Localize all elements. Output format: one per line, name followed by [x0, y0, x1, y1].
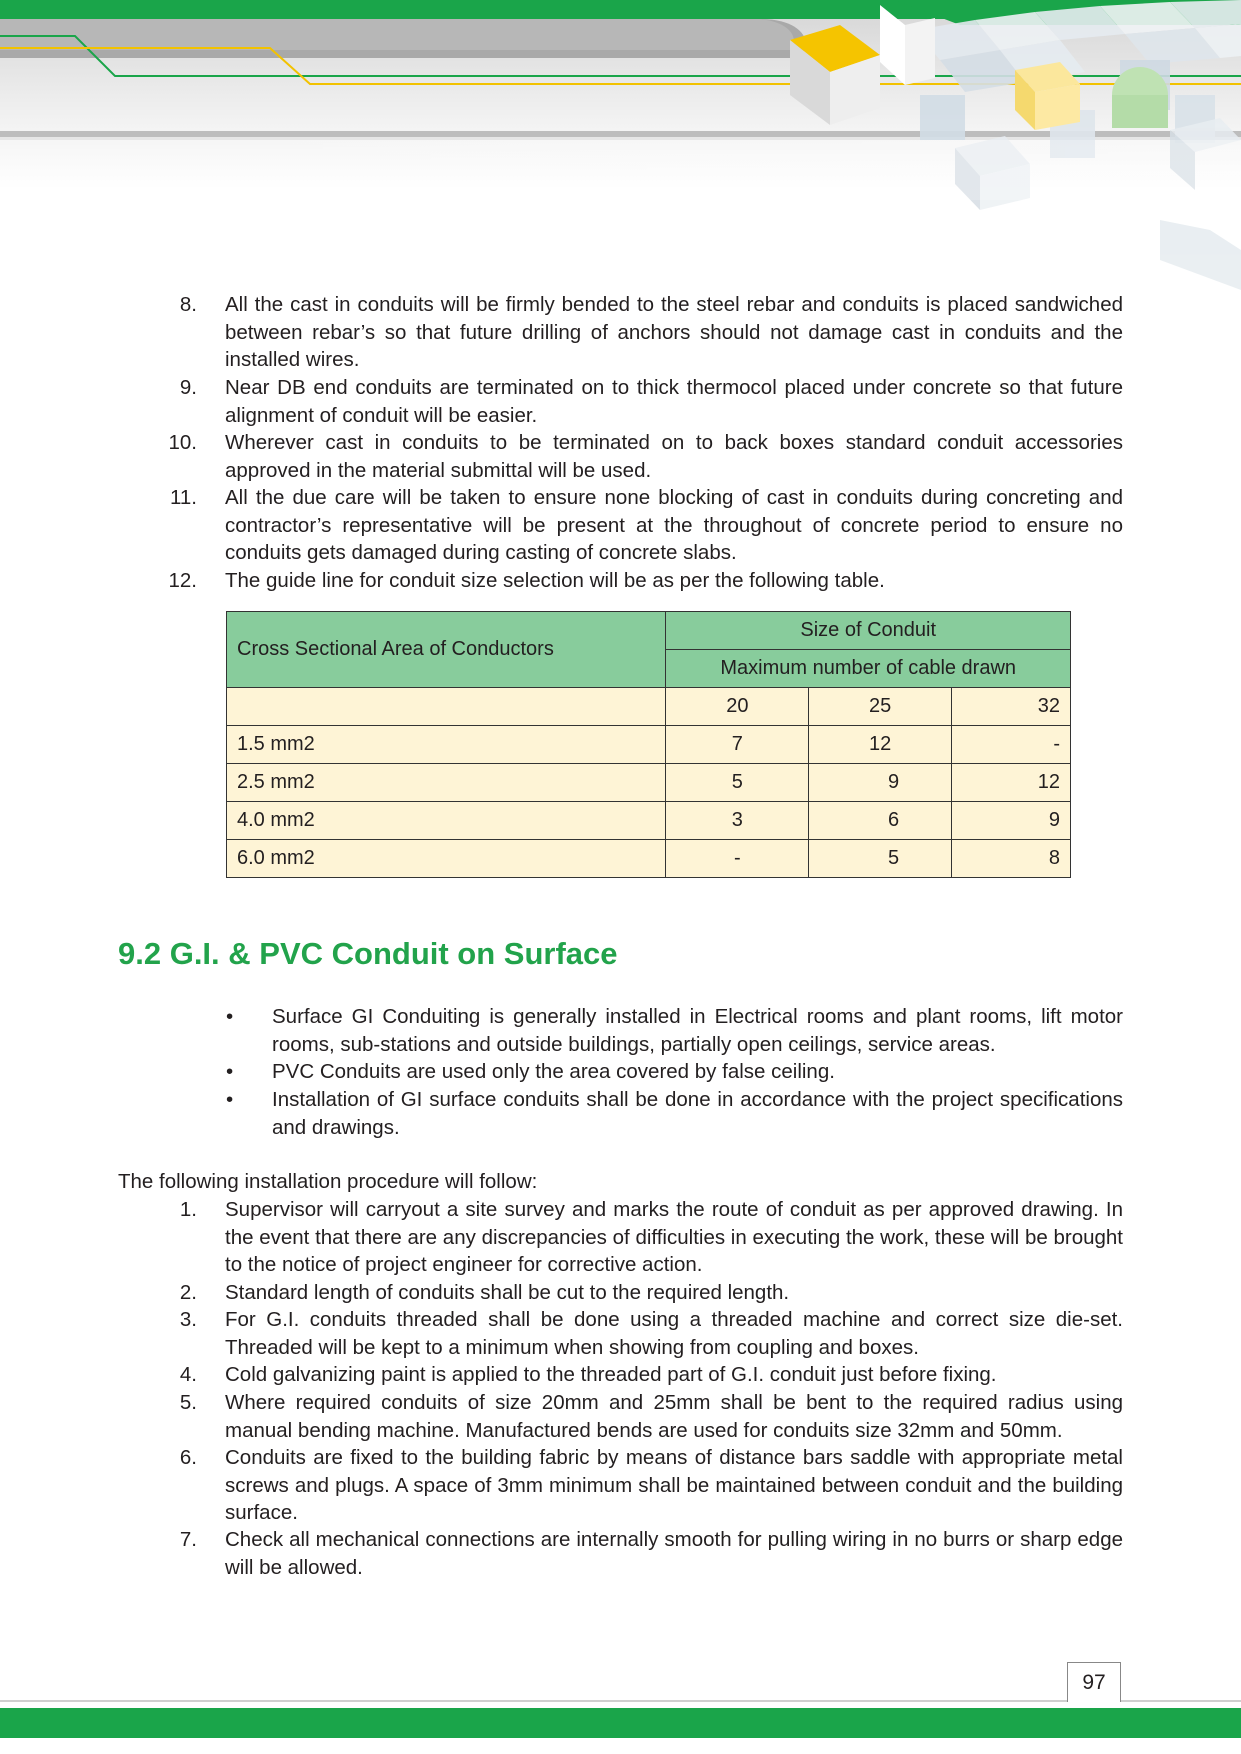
- cell-25: 9: [809, 764, 952, 802]
- bullet-text: PVC Conduits are used only the area covered by false ceiling.: [272, 1060, 835, 1083]
- list-number: 11.: [170, 486, 197, 509]
- table-row: [227, 840, 1071, 878]
- footer-divider: [0, 1700, 1241, 1702]
- list-number: 5.: [179, 1391, 197, 1414]
- bullet-text: Installation of GI surface conduits shall be done in accordance with the project specifications and drawings.: [272, 1088, 1123, 1139]
- cell-25: 6: [809, 802, 952, 840]
- list-number: 9.: [179, 376, 197, 399]
- list-text: Where required conduits of size 20mm and 25mm shall be bent to the required radius using manual bending machine. Manufactured bends are used for conduits size 32mm and 50mm.: [225, 1391, 1123, 1442]
- bullet-icon: •: [226, 1060, 234, 1083]
- list-number: 2.: [179, 1281, 197, 1304]
- cell-area: 1.5 mm2: [227, 726, 666, 764]
- cell-20: 3: [666, 802, 809, 840]
- cell-32: -: [952, 726, 1071, 764]
- cell-20: -: [666, 840, 809, 878]
- list-text: All the cast in conduits will be firmly bended to the steel rebar and conduits is placed sandwiched between rebar’s so that future drilling of anchors should not damage cast in conduits and the installed wires.: [225, 293, 1123, 371]
- list-number: 3.: [179, 1308, 197, 1331]
- list-number: 12.: [168, 569, 197, 592]
- list-text: Check all mechanical connections are internally smooth for pulling wiring in no burrs or sharp edge will be allowed.: [225, 1528, 1123, 1579]
- cell-20: 5: [666, 764, 809, 802]
- cell-25: 5: [809, 840, 952, 878]
- section-heading: 9.2 G.I. & PVC Conduit on Surface: [118, 936, 618, 971]
- table-size-row: [227, 688, 1071, 726]
- list-text: For G.I. conduits threaded shall be done using a threaded machine and correct size die-set. Threaded will be kept to a minimum when showing from coupling and boxes.: [225, 1308, 1123, 1359]
- list-number: 8.: [179, 293, 197, 316]
- list-number: 7.: [179, 1528, 197, 1551]
- list-text: Cold galvanizing paint is applied to the threaded part of G.I. conduit just before fixing.: [225, 1363, 997, 1386]
- footer-band: [0, 1708, 1241, 1738]
- procedure-intro: The following installation procedure will follow:: [118, 1170, 538, 1193]
- cell-20: 7: [666, 726, 809, 764]
- size-32: 32: [952, 688, 1071, 726]
- list-text: Standard length of conduits shall be cut to the required length.: [225, 1281, 790, 1304]
- list-text: Near DB end conduits are terminated on to thick thermocol placed under concrete so that future alignment of conduit will be easier.: [225, 376, 1123, 427]
- list-number: 6.: [179, 1446, 197, 1469]
- list-text: The guide line for conduit size selection will be as per the following table.: [225, 569, 885, 592]
- header-size-of-conduit: Size of Conduit: [666, 612, 1071, 650]
- list-text: Wherever cast in conduits to be terminated on to back boxes standard conduit accessories approved in the material submittal will be used.: [225, 431, 1123, 482]
- size-25: 25: [809, 688, 952, 726]
- header-banner: [0, 0, 1241, 300]
- list-number: 10.: [168, 431, 197, 454]
- list-text: Conduits are fixed to the building fabric by means of distance bars saddle with appropriate metal screws and plugs. A space of 3mm minimum shall be maintained between conduit and the building surface.: [225, 1446, 1123, 1524]
- cell-area: 2.5 mm2: [227, 764, 666, 802]
- cell-32: 12: [952, 764, 1071, 802]
- header-max-cables: Maximum number of cable drawn: [666, 650, 1071, 688]
- header-cross-section: Cross Sectional Area of Conductors: [227, 612, 666, 688]
- conduit-size-table: [226, 611, 1071, 878]
- cell-area: 6.0 mm2: [227, 840, 666, 878]
- bullet-text: Surface GI Conduiting is generally installed in Electrical rooms and plant rooms, lift motor rooms, sub-stations and outside buildings, partially open ceilings, service areas.: [272, 1005, 1123, 1056]
- bullet-icon: •: [226, 1005, 234, 1028]
- cell-32: 8: [952, 840, 1071, 878]
- table-row: [227, 802, 1071, 840]
- cell-25: 12: [809, 726, 952, 764]
- cell-32: 9: [952, 802, 1071, 840]
- page-number: 97: [1067, 1662, 1121, 1702]
- cell-area: 4.0 mm2: [227, 802, 666, 840]
- list-number: 1.: [179, 1198, 197, 1221]
- table-row: [227, 764, 1071, 802]
- list-number: 4.: [179, 1363, 197, 1386]
- bullet-icon: •: [226, 1088, 234, 1111]
- table-cell: [227, 688, 666, 726]
- table-header-row: [227, 612, 1071, 650]
- list-text: Supervisor will carryout a site survey and marks the route of conduit as per approved drawing. In the event that there are any discrepancies of difficulties in executing the work, these will be brought to the notice of project engineer for corrective action.: [225, 1198, 1123, 1276]
- table-row: [227, 726, 1071, 764]
- size-20: 20: [666, 688, 809, 726]
- list-text: All the due care will be taken to ensure none blocking of cast in conduits during concreting and contractor’s representative will be present at the throughout of concrete period to ensure no conduits gets damaged during casting of concrete slabs.: [225, 486, 1123, 564]
